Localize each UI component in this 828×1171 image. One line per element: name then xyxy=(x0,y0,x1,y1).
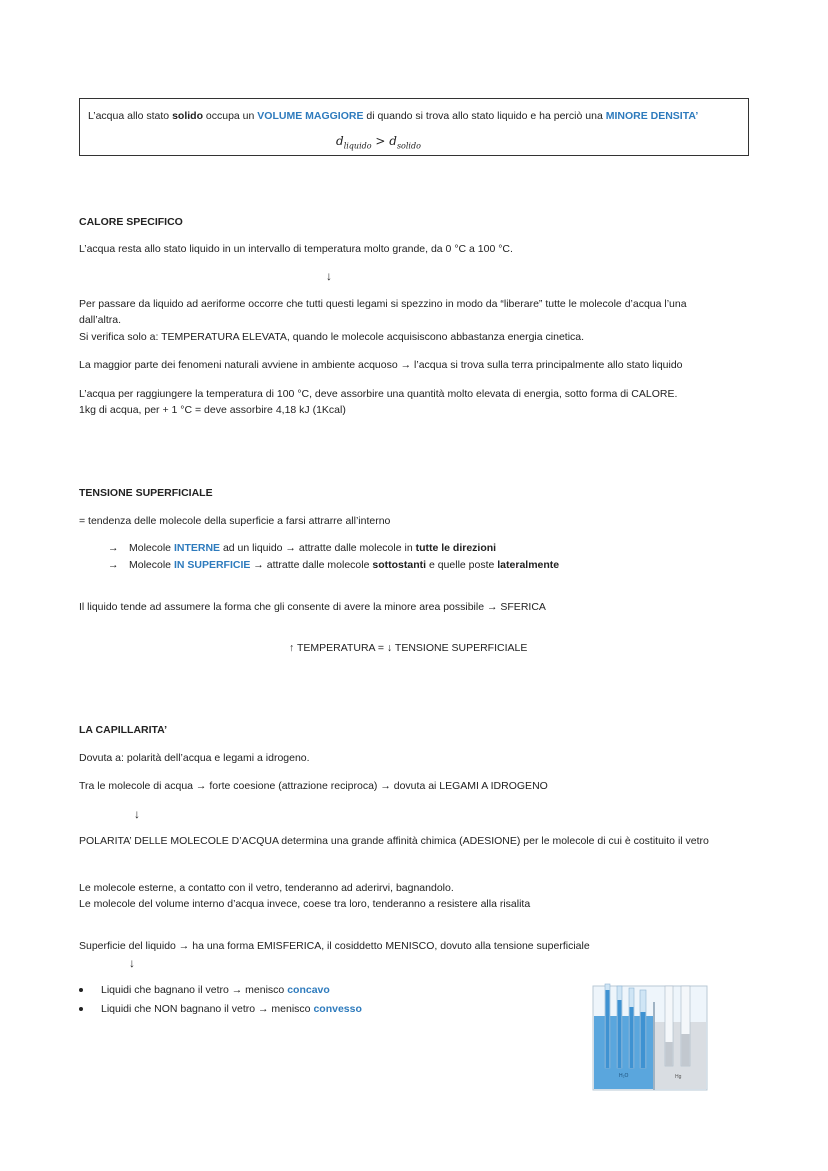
list-item: Liquidi che bagnano il vetro → menisco concavo xyxy=(79,984,330,996)
paragraph: Tra le molecole di acqua → forte coesione (attrazione reciproca) → dovuta ai LEGAMI A IDROGENO xyxy=(79,780,548,792)
bullet-arrow: → xyxy=(108,542,119,554)
section-title-capillarita: LA CAPILLARITA’ xyxy=(79,724,168,736)
section-title-tensione: TENSIONE SUPERFICIALE xyxy=(79,487,213,499)
paragraph: dall’altra. xyxy=(79,314,122,326)
mercury-label: Hg xyxy=(675,1074,682,1080)
paragraph: Dovuta a: polarità dell’acqua e legami a idrogeno. xyxy=(79,752,310,764)
section-title-calore: CALORE SPECIFICO xyxy=(79,216,183,228)
down-arrow: ↓ xyxy=(134,807,140,821)
paragraph: L’acqua per raggiungere la temperatura di 100 °C, deve assorbire una quantità molto elevata di energia, sotto forma di CALORE. xyxy=(79,388,678,400)
bullet-item: Molecole INTERNE ad un liquido → attratte dalle molecole in tutte le direzioni xyxy=(129,542,497,554)
bullet-icon xyxy=(79,1007,83,1011)
bullet-icon xyxy=(79,988,83,992)
capillarity-figure xyxy=(591,982,709,1092)
paragraph: Superficie del liquido → ha una forma EMISFERICA, il cosiddetto MENISCO, dovuto alla tensione superficiale xyxy=(79,940,590,952)
paragraph: Le molecole del volume interno d’acqua invece, coese tra loro, tenderanno a resistere alla risalita xyxy=(79,898,531,910)
bullet-item: Molecole IN SUPERFICIE → attratte dalle molecole sottostanti e quelle poste lateralmente xyxy=(129,559,560,571)
paragraph: Si verifica solo a: TEMPERATURA ELEVATA, quando le molecole acquisiscono abbastanza energia cinetica. xyxy=(79,331,585,343)
down-arrow: ↓ xyxy=(326,269,332,283)
paragraph: L’acqua resta allo stato liquido in un intervallo di temperatura molto grande, da 0 °C a 100 °C. xyxy=(79,243,513,255)
list-item: Liquidi che NON bagnano il vetro → menisco convesso xyxy=(79,1003,362,1015)
paragraph: La maggior parte dei fenomeni naturali avviene in ambiente acquoso → l’acqua si trova sulla terra principalmente allo stato liquido xyxy=(79,359,683,371)
box-statement: L’acqua allo stato solido occupa un VOLUME MAGGIORE di quando si trova allo stato liquido e ha perciò una MINORE DENSITA’ xyxy=(88,110,699,122)
paragraph: Le molecole esterne, a contatto con il vetro, tenderanno ad aderirvi, bagnandolo. xyxy=(79,882,454,894)
paragraph: Il liquido tende ad assumere la forma che gli consente di avere la minore area possibile → SFERICA xyxy=(79,601,546,613)
paragraph: Per passare da liquido ad aeriforme occorre che tutti questi legami si spezzino in modo da “liberare” tutte le molecole d’acqua l’una xyxy=(79,298,687,310)
density-formula: $d_{liquido} > d_{solido}$ xyxy=(336,134,421,151)
water-label: H₂O xyxy=(619,1073,629,1079)
paragraph: 1kg di acqua, per + 1 °C = deve assorbire 4,18 kJ (1Kcal) xyxy=(79,404,346,416)
paragraph: POLARITA’ DELLE MOLECOLE D’ACQUA determina una grande affinità chimica (ADESIONE) per le molecole di cui è costituito il vetro xyxy=(79,835,709,847)
down-arrow: ↓ xyxy=(129,956,135,970)
bullet-arrow: → xyxy=(108,559,119,571)
temperature-relation: ↑ TEMPERATURA = ↓ TENSIONE SUPERFICIALE xyxy=(289,642,528,654)
paragraph: = tendenza delle molecole della superficie a farsi attrarre all’interno xyxy=(79,515,391,527)
